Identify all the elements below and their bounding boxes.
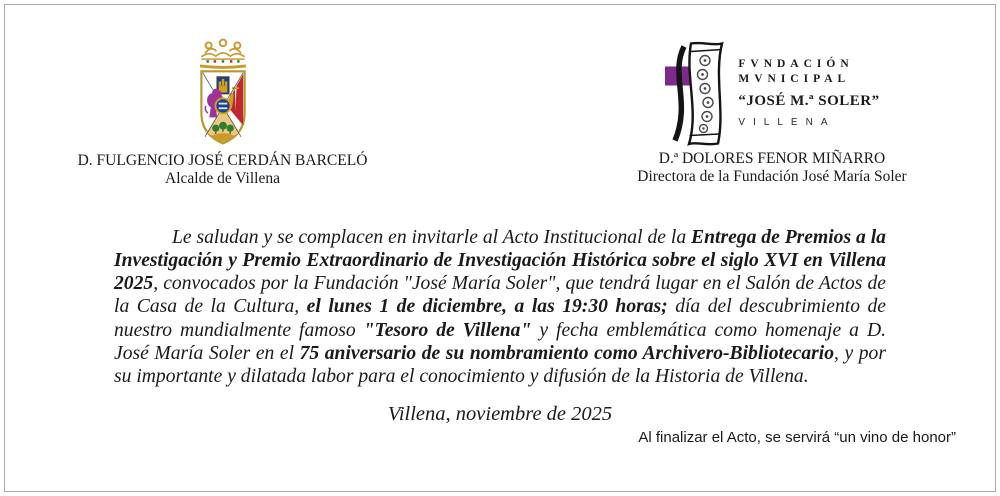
right-signatory-block [606, 40, 938, 186]
invitation-paragraph: Le saludan y se complacen en invitarle al Acto Institucional de la Entrega de Premios a la Investigación y Premio Extraordinario de Investigación Histórica sobre el siglo XVI en Villena 2025, convocados por la Fundación "José María Soler", que tendrá lugar en el Salón de Actos de la Casa de la Cultura, el lunes 1 de diciembre, a las 19:30 horas; día del descubrimiento de nuestro mundialmente famoso "Tesoro de Villena" y fecha emblemática como homenaje a D. José María Soler en el 75 aniversario de su nombramiento como Archivero-Bibliotecario, y por su importante y dilatada labor para el conocimiento y difusión de la Historia de Villena. [114, 226, 887, 388]
foundation-logo [606, 40, 938, 146]
director-title: Directora de la Fundación José María Soler [637, 168, 907, 185]
soler-column-icon [664, 40, 730, 146]
mayor-name: D. FULGENCIO JOSÉ CERDÁN BARCELÓ [77, 152, 368, 169]
foundation-word-2: MVNICIPAL [738, 73, 851, 85]
foundation-villena-line: VILLENA [738, 117, 836, 128]
foundation-word-1: FVNDACIÓN [738, 58, 854, 70]
foundation-logo-text [738, 57, 879, 129]
shield-icon [201, 71, 244, 143]
mayor-title: Alcalde de Villena [165, 170, 280, 187]
date-line: Villena, noviembre de 2025 [387, 403, 613, 425]
crown-icon [199, 40, 245, 68]
foundation-soler-line: “JOSÉ M.ª SOLER” [738, 93, 880, 109]
director-name: D.ª DOLORES FENOR MIÑARRO [658, 150, 886, 167]
villena-coat-of-arms-icon [187, 38, 259, 145]
left-signatory-block [60, 38, 385, 188]
footer-note: Al finalizar el Acto, se servirá “un vino de honor” [638, 429, 956, 446]
